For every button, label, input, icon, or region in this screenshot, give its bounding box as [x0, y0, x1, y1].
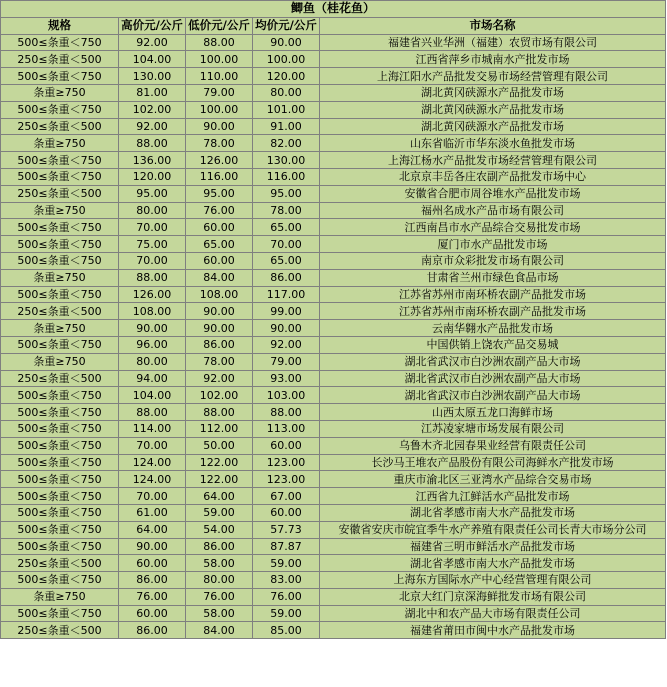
table-row [1, 488, 666, 505]
cell-high-price[interactable]: 61.00 [119, 504, 186, 521]
cell-high-price[interactable]: 94.00 [119, 370, 186, 387]
cell-low-price[interactable]: 60.00 [186, 252, 253, 269]
cell-avg-price[interactable]: 117.00 [253, 286, 320, 303]
cell-high-price[interactable]: 124.00 [119, 454, 186, 471]
cell-high-price[interactable]: 90.00 [119, 320, 186, 337]
cell-market[interactable]: 福建省莆田市闽中水产品批发市场 [320, 622, 666, 639]
cell-low-price[interactable]: 78.00 [186, 353, 253, 370]
cell-low-price[interactable]: 58.00 [186, 605, 253, 622]
cell-low-price[interactable]: 90.00 [186, 118, 253, 135]
table-row [1, 252, 666, 269]
cell-low-price[interactable]: 102.00 [186, 387, 253, 404]
cell-avg-price[interactable]: 60.00 [253, 437, 320, 454]
cell-spec[interactable]: 250≤条重＜500 [1, 51, 119, 68]
cell-high-price[interactable]: 104.00 [119, 51, 186, 68]
table-row [1, 118, 666, 135]
table-row [1, 387, 666, 404]
cell-avg-price[interactable]: 123.00 [253, 454, 320, 471]
cell-low-price[interactable]: 60.00 [186, 219, 253, 236]
cell-market[interactable]: 湖北黄冈硖源水产品批发市场 [320, 118, 666, 135]
cell-spec[interactable]: 500≤条重＜750 [1, 521, 119, 538]
cell-market[interactable]: 湖北省武汉市白沙洲农副产品大市场 [320, 370, 666, 387]
cell-high-price[interactable]: 104.00 [119, 387, 186, 404]
cell-spec[interactable]: 250≤条重＜500 [1, 555, 119, 572]
table-row [1, 555, 666, 572]
cell-market[interactable]: 北京京丰岳各庄农副产品批发市场中心 [320, 168, 666, 185]
cell-avg-price[interactable]: 59.00 [253, 555, 320, 572]
cell-market[interactable]: 山东省临沂市华东淡水鱼批发市场 [320, 135, 666, 152]
cell-avg-price[interactable]: 95.00 [253, 185, 320, 202]
cell-high-price[interactable]: 60.00 [119, 555, 186, 572]
cell-high-price[interactable]: 75.00 [119, 236, 186, 253]
cell-spec[interactable]: 条重≥750 [1, 84, 119, 101]
cell-avg-price[interactable]: 65.00 [253, 252, 320, 269]
cell-low-price[interactable]: 76.00 [186, 588, 253, 605]
cell-avg-price[interactable]: 83.00 [253, 572, 320, 589]
cell-low-price[interactable]: 80.00 [186, 572, 253, 589]
cell-low-price[interactable]: 76.00 [186, 202, 253, 219]
cell-avg-price[interactable]: 78.00 [253, 202, 320, 219]
header-avg-price[interactable]: 均价元/公斤 [253, 17, 320, 34]
table-row [1, 588, 666, 605]
cell-high-price[interactable]: 81.00 [119, 84, 186, 101]
cell-avg-price[interactable]: 65.00 [253, 219, 320, 236]
cell-market[interactable]: 湖北黄冈硖源水产品批发市场 [320, 101, 666, 118]
cell-avg-price[interactable]: 88.00 [253, 404, 320, 421]
cell-avg-price[interactable]: 82.00 [253, 135, 320, 152]
cell-high-price[interactable]: 88.00 [119, 404, 186, 421]
cell-spec[interactable]: 条重≥750 [1, 269, 119, 286]
cell-market[interactable]: 福建省三明市鲜活水产品批发市场 [320, 538, 666, 555]
cell-spec[interactable]: 500≤条重＜750 [1, 387, 119, 404]
cell-avg-price[interactable]: 86.00 [253, 269, 320, 286]
table-row [1, 202, 666, 219]
cell-avg-price[interactable]: 113.00 [253, 420, 320, 437]
cell-spec[interactable]: 500≤条重＜750 [1, 454, 119, 471]
cell-low-price[interactable]: 100.00 [186, 51, 253, 68]
table-row [1, 605, 666, 622]
cell-avg-price[interactable]: 116.00 [253, 168, 320, 185]
cell-avg-price[interactable]: 80.00 [253, 84, 320, 101]
cell-market[interactable]: 安徽省安庆市皖宜季牛水产养殖有限责任公司长青大市场分公司 [320, 521, 666, 538]
cell-spec[interactable]: 500≤条重＜750 [1, 404, 119, 421]
table-row [1, 471, 666, 488]
cell-market[interactable]: 湖北省孝感市南大水产品批发市场 [320, 555, 666, 572]
cell-spec[interactable]: 500≤条重＜750 [1, 219, 119, 236]
cell-high-price[interactable]: 70.00 [119, 488, 186, 505]
cell-high-price[interactable]: 60.00 [119, 605, 186, 622]
cell-high-price[interactable]: 70.00 [119, 252, 186, 269]
cell-avg-price[interactable]: 76.00 [253, 588, 320, 605]
table-row [1, 168, 666, 185]
table-row [1, 286, 666, 303]
cell-avg-price[interactable]: 67.00 [253, 488, 320, 505]
cell-avg-price[interactable]: 120.00 [253, 68, 320, 85]
cell-spec[interactable]: 500≤条重＜750 [1, 252, 119, 269]
header-row [1, 17, 666, 34]
cell-market[interactable]: 甘肃省兰州市绿色食品市场 [320, 269, 666, 286]
cell-market[interactable]: 江西南昌市水产品综合交易批发市场 [320, 219, 666, 236]
cell-spec[interactable]: 250≤条重＜500 [1, 118, 119, 135]
cell-low-price[interactable]: 116.00 [186, 168, 253, 185]
cell-low-price[interactable]: 79.00 [186, 84, 253, 101]
cell-market[interactable]: 江西省萍乡市城南水产批发市场 [320, 51, 666, 68]
cell-avg-price[interactable]: 99.00 [253, 303, 320, 320]
cell-avg-price[interactable]: 91.00 [253, 118, 320, 135]
cell-market[interactable]: 湖北黄冈硖源水产品批发市场 [320, 84, 666, 101]
cell-market[interactable]: 乌鲁木齐北园春果业经营有限责任公司 [320, 437, 666, 454]
cell-high-price[interactable]: 120.00 [119, 168, 186, 185]
cell-low-price[interactable]: 86.00 [186, 336, 253, 353]
cell-market[interactable]: 南京市众彩批发市场有限公司 [320, 252, 666, 269]
cell-market[interactable]: 安徽省合肥市周谷堆水产品批发市场 [320, 185, 666, 202]
cell-market[interactable]: 山西太原五龙口海鲜市场 [320, 404, 666, 421]
table-row [1, 236, 666, 253]
cell-market[interactable]: 湖北省孝感市南大水产品批发市场 [320, 504, 666, 521]
cell-low-price[interactable]: 90.00 [186, 303, 253, 320]
cell-avg-price[interactable]: 92.00 [253, 336, 320, 353]
cell-avg-price[interactable]: 101.00 [253, 101, 320, 118]
cell-low-price[interactable]: 126.00 [186, 152, 253, 169]
cell-high-price[interactable]: 86.00 [119, 572, 186, 589]
cell-high-price[interactable]: 88.00 [119, 135, 186, 152]
table-row [1, 269, 666, 286]
cell-high-price[interactable]: 88.00 [119, 269, 186, 286]
cell-low-price[interactable]: 108.00 [186, 286, 253, 303]
cell-spec[interactable]: 500≤条重＜750 [1, 572, 119, 589]
cell-low-price[interactable]: 84.00 [186, 269, 253, 286]
cell-market[interactable]: 江苏凌家塘市场发展有限公司 [320, 420, 666, 437]
cell-market[interactable]: 云南华翱水产品批发市场 [320, 320, 666, 337]
table-row [1, 437, 666, 454]
cell-spec[interactable]: 250≤条重＜500 [1, 622, 119, 639]
cell-low-price[interactable]: 84.00 [186, 622, 253, 639]
cell-spec[interactable]: 500≤条重＜750 [1, 236, 119, 253]
table-row [1, 454, 666, 471]
cell-spec[interactable]: 500≤条重＜750 [1, 34, 119, 51]
cell-spec[interactable]: 250≤条重＜500 [1, 370, 119, 387]
cell-spec[interactable]: 500≤条重＜750 [1, 471, 119, 488]
cell-avg-price[interactable]: 59.00 [253, 605, 320, 622]
cell-low-price[interactable]: 86.00 [186, 538, 253, 555]
cell-market[interactable]: 重庆市渝北区三亚湾水产品综合交易市场 [320, 471, 666, 488]
cell-market[interactable]: 上海江阳水产品批发交易市场经营管理有限公司 [320, 68, 666, 85]
table-row [1, 303, 666, 320]
table-row [1, 84, 666, 101]
cell-avg-price[interactable]: 103.00 [253, 387, 320, 404]
cell-low-price[interactable]: 110.00 [186, 68, 253, 85]
table-row [1, 521, 666, 538]
cell-high-price[interactable]: 90.00 [119, 538, 186, 555]
header-market[interactable]: 市场名称 [320, 17, 666, 34]
cell-spec[interactable]: 500≤条重＜750 [1, 420, 119, 437]
cell-low-price[interactable]: 88.00 [186, 404, 253, 421]
header-low-price[interactable]: 低价元/公斤 [186, 17, 253, 34]
table-row [1, 370, 666, 387]
cell-spec[interactable]: 条重≥750 [1, 588, 119, 605]
cell-market[interactable]: 湖北省武汉市白沙洲农副产品大市场 [320, 387, 666, 404]
cell-high-price[interactable]: 76.00 [119, 588, 186, 605]
table-row [1, 68, 666, 85]
table-row [1, 538, 666, 555]
cell-low-price[interactable]: 78.00 [186, 135, 253, 152]
cell-avg-price[interactable]: 57.73 [253, 521, 320, 538]
cell-low-price[interactable]: 90.00 [186, 320, 253, 337]
cell-avg-price[interactable]: 90.00 [253, 320, 320, 337]
table-row [1, 51, 666, 68]
cell-high-price[interactable]: 124.00 [119, 471, 186, 488]
cell-spec[interactable]: 500≤条重＜750 [1, 336, 119, 353]
cell-avg-price[interactable]: 130.00 [253, 152, 320, 169]
cell-spec[interactable]: 条重≥750 [1, 202, 119, 219]
cell-spec[interactable]: 500≤条重＜750 [1, 68, 119, 85]
cell-low-price[interactable]: 59.00 [186, 504, 253, 521]
cell-avg-price[interactable]: 60.00 [253, 504, 320, 521]
cell-spec[interactable]: 500≤条重＜750 [1, 504, 119, 521]
cell-high-price[interactable]: 92.00 [119, 118, 186, 135]
title-row [1, 1, 666, 18]
cell-market[interactable]: 福州名成水产品市场有限公司 [320, 202, 666, 219]
cell-market[interactable]: 上海江杨水产品批发市场经营管理有限公司 [320, 152, 666, 169]
cell-spec[interactable]: 条重≥750 [1, 135, 119, 152]
cell-high-price[interactable]: 136.00 [119, 152, 186, 169]
cell-low-price[interactable]: 50.00 [186, 437, 253, 454]
table-row [1, 152, 666, 169]
cell-high-price[interactable]: 80.00 [119, 202, 186, 219]
cell-high-price[interactable]: 80.00 [119, 353, 186, 370]
table-row [1, 336, 666, 353]
cell-avg-price[interactable]: 123.00 [253, 471, 320, 488]
cell-spec[interactable]: 条重≥750 [1, 353, 119, 370]
cell-spec[interactable]: 500≤条重＜750 [1, 538, 119, 555]
cell-market[interactable]: 湖北省武汉市白沙洲农副产品大市场 [320, 353, 666, 370]
cell-low-price[interactable]: 58.00 [186, 555, 253, 572]
cell-market[interactable]: 江西省九江鲜活水产品批发市场 [320, 488, 666, 505]
header-spec[interactable]: 规格 [1, 17, 119, 34]
cell-high-price[interactable]: 86.00 [119, 622, 186, 639]
table-row [1, 219, 666, 236]
cell-high-price[interactable]: 70.00 [119, 437, 186, 454]
cell-avg-price[interactable]: 100.00 [253, 51, 320, 68]
table-row [1, 320, 666, 337]
cell-spec[interactable]: 250≤条重＜500 [1, 185, 119, 202]
cell-market[interactable]: 北京大红门京深海鲜批发市场有限公司 [320, 588, 666, 605]
cell-high-price[interactable]: 102.00 [119, 101, 186, 118]
cell-spec[interactable]: 500≤条重＜750 [1, 101, 119, 118]
cell-avg-price[interactable]: 70.00 [253, 236, 320, 253]
cell-high-price[interactable]: 92.00 [119, 34, 186, 51]
cell-avg-price[interactable]: 90.00 [253, 34, 320, 51]
cell-market[interactable]: 中国供销上饶农产品交易城 [320, 336, 666, 353]
sheet-title: 鲫鱼（桂花鱼） [1, 1, 666, 18]
cell-high-price[interactable]: 126.00 [119, 286, 186, 303]
table-row [1, 622, 666, 639]
cell-low-price[interactable]: 92.00 [186, 370, 253, 387]
cell-low-price[interactable]: 65.00 [186, 236, 253, 253]
cell-market[interactable]: 长沙马王堆农产品股份有限公司海鲜水产批发市场 [320, 454, 666, 471]
cell-high-price[interactable]: 95.00 [119, 185, 186, 202]
cell-spec[interactable]: 500≤条重＜750 [1, 286, 119, 303]
cell-low-price[interactable]: 122.00 [186, 454, 253, 471]
table-row [1, 185, 666, 202]
cell-low-price[interactable]: 122.00 [186, 471, 253, 488]
table-row [1, 572, 666, 589]
table-row [1, 353, 666, 370]
cell-low-price[interactable]: 88.00 [186, 34, 253, 51]
cell-spec[interactable]: 条重≥750 [1, 320, 119, 337]
table-row [1, 504, 666, 521]
cell-spec[interactable]: 500≤条重＜750 [1, 488, 119, 505]
cell-high-price[interactable]: 64.00 [119, 521, 186, 538]
cell-low-price[interactable]: 64.00 [186, 488, 253, 505]
cell-avg-price[interactable]: 79.00 [253, 353, 320, 370]
table-row [1, 135, 666, 152]
cell-market[interactable]: 湖北中和农产品大市场有限责任公司 [320, 605, 666, 622]
cell-low-price[interactable]: 100.00 [186, 101, 253, 118]
cell-spec[interactable]: 500≤条重＜750 [1, 168, 119, 185]
cell-spec[interactable]: 250≤条重＜500 [1, 303, 119, 320]
cell-low-price[interactable]: 112.00 [186, 420, 253, 437]
cell-spec[interactable]: 500≤条重＜750 [1, 605, 119, 622]
table-row [1, 404, 666, 421]
cell-low-price[interactable]: 95.00 [186, 185, 253, 202]
cell-high-price[interactable]: 70.00 [119, 219, 186, 236]
table-row [1, 420, 666, 437]
cell-market[interactable]: 江苏省苏州市南环桥农副产品批发市场 [320, 286, 666, 303]
header-high-price[interactable]: 高价元/公斤 [119, 17, 186, 34]
cell-avg-price[interactable]: 85.00 [253, 622, 320, 639]
cell-spec[interactable]: 500≤条重＜750 [1, 437, 119, 454]
cell-avg-price[interactable]: 87.87 [253, 538, 320, 555]
cell-high-price[interactable]: 108.00 [119, 303, 186, 320]
cell-high-price[interactable]: 130.00 [119, 68, 186, 85]
cell-market[interactable]: 厦门市水产品批发市场 [320, 236, 666, 253]
cell-avg-price[interactable]: 93.00 [253, 370, 320, 387]
table-row [1, 34, 666, 51]
table-row [1, 101, 666, 118]
cell-high-price[interactable]: 96.00 [119, 336, 186, 353]
cell-market[interactable]: 江苏省苏州市南环桥农副产品批发市场 [320, 303, 666, 320]
cell-low-price[interactable]: 54.00 [186, 521, 253, 538]
cell-spec[interactable]: 500≤条重＜750 [1, 152, 119, 169]
cell-market[interactable]: 上海东方国际水产中心经营管理有限公司 [320, 572, 666, 589]
cell-high-price[interactable]: 114.00 [119, 420, 186, 437]
cell-market[interactable]: 福建省兴业华洲（福建）农贸市场有限公司 [320, 34, 666, 51]
